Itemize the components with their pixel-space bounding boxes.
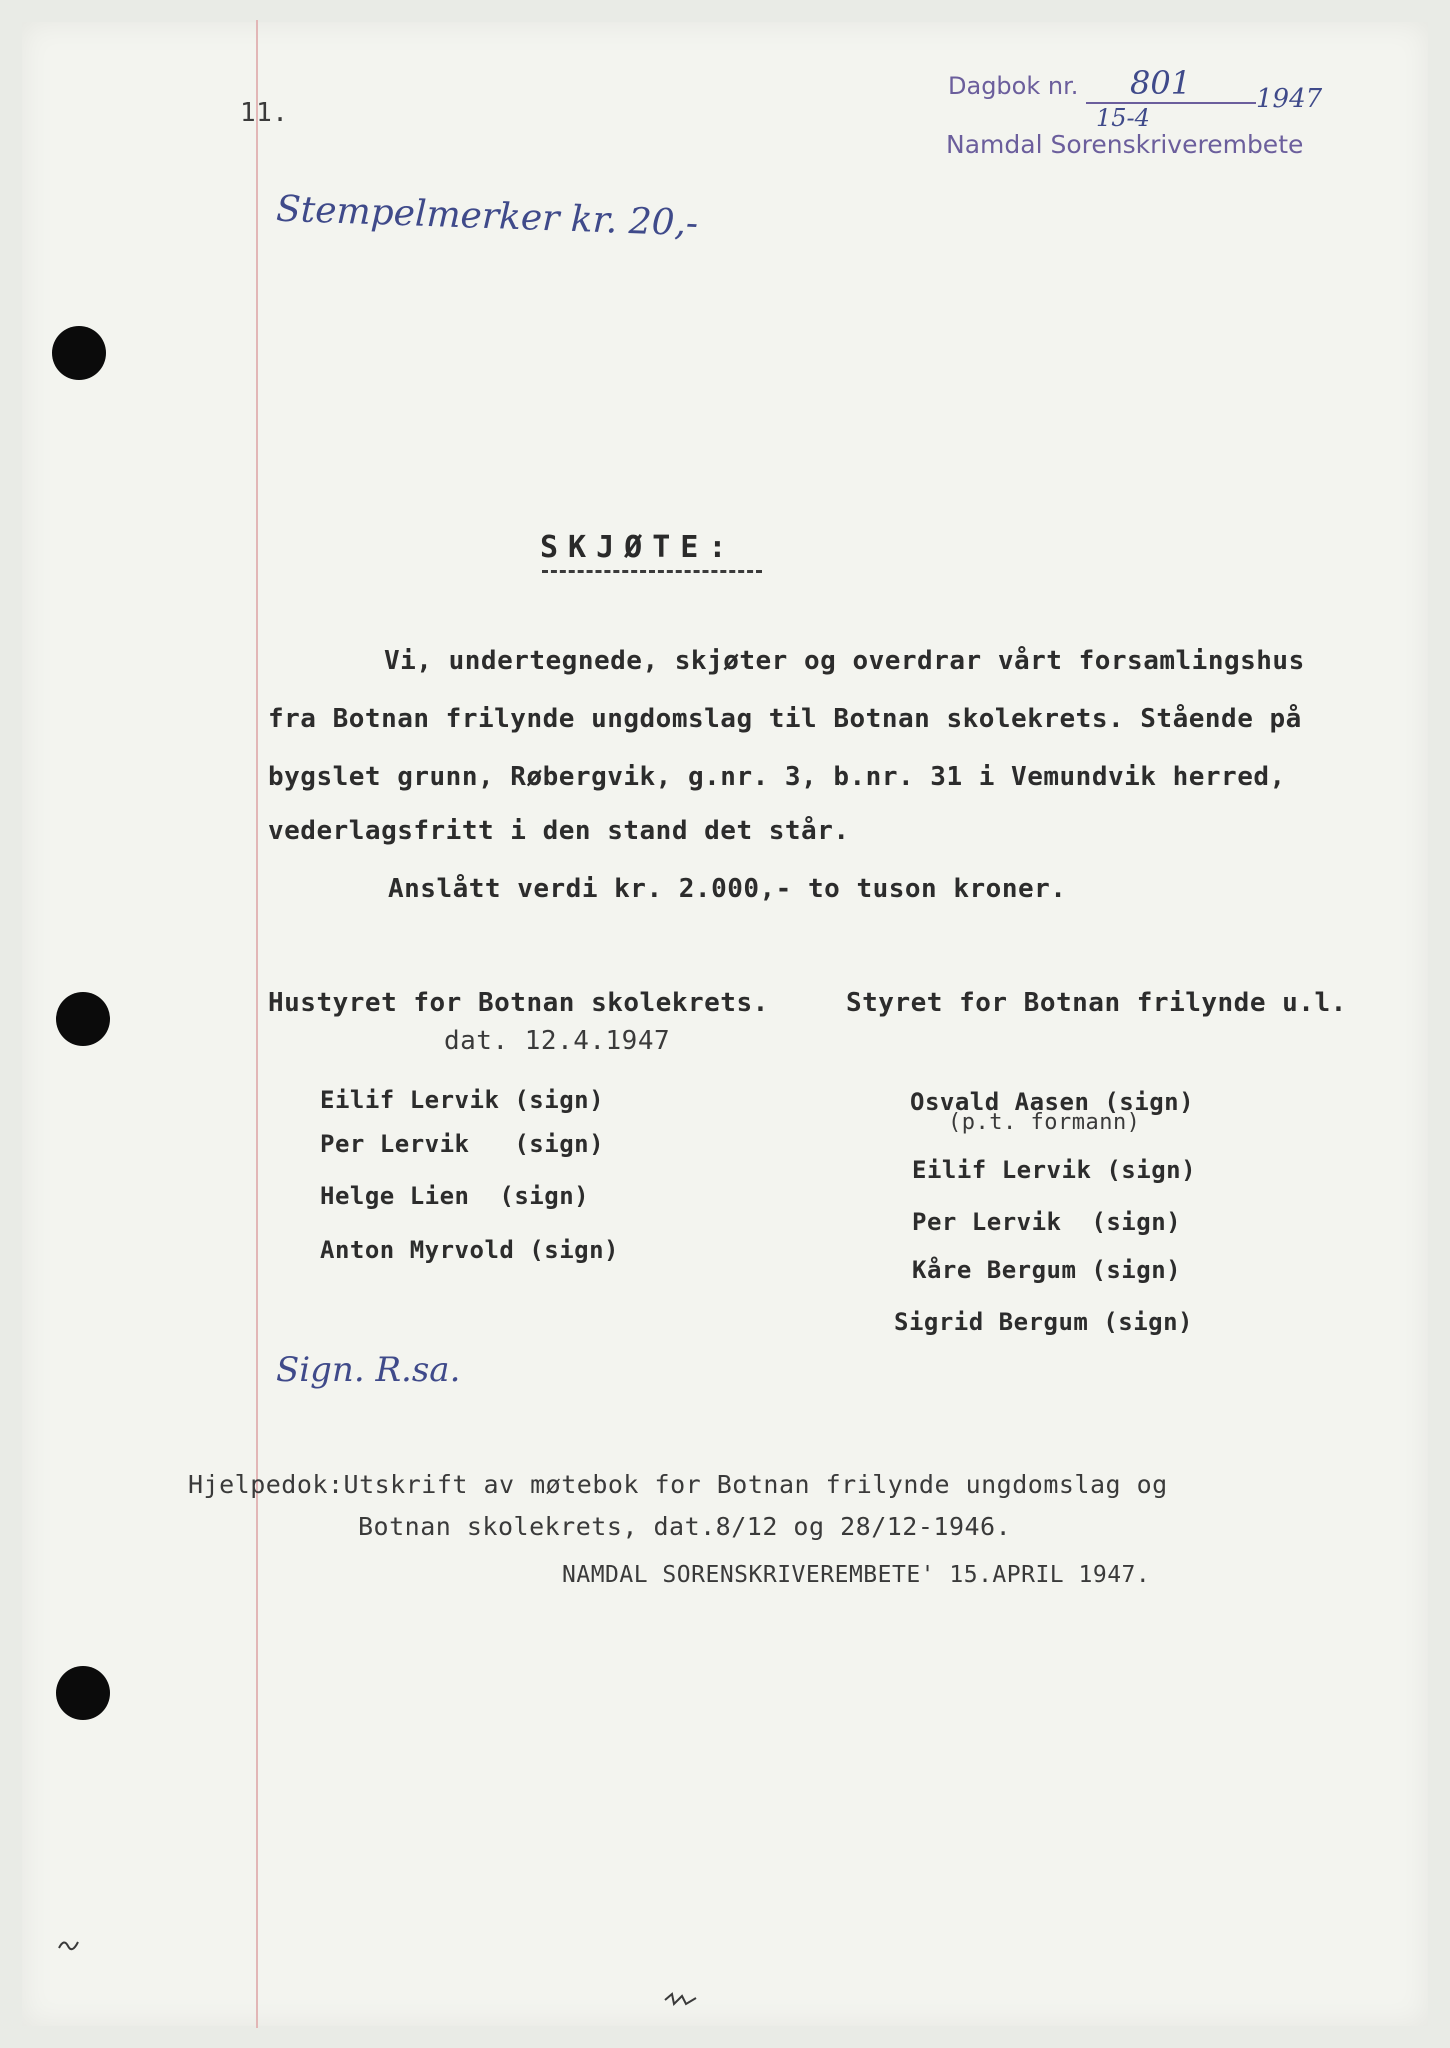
board-left-heading: Hustyret for Botnan skolekrets.: [268, 988, 769, 1018]
stamp-dagbok-label: Dagbok nr.: [948, 72, 1079, 100]
punch-hole-middle: [56, 992, 110, 1046]
document-title: SKJØTE:: [540, 530, 737, 565]
pen-mark-bottom-left: [56, 1934, 86, 1954]
left-signature-1: Eilif Lervik (sign): [320, 1086, 605, 1114]
stamp-date: 15-4: [1096, 104, 1150, 132]
hjelpedok-line-1: Hjelpedok:Utskrift av møtebok for Botnan frilynde ungdomslag og: [188, 1470, 1168, 1499]
punch-hole-bottom: [56, 1666, 110, 1720]
board-right-heading: Styret for Botnan frilynde u.l.: [846, 988, 1347, 1018]
date-line: dat. 12.4.1947: [444, 1026, 671, 1056]
right-signature-1-role: (p.t. formann): [948, 1110, 1141, 1135]
punch-hole-top: [52, 326, 106, 380]
body-line-2: fra Botnan frilynde ungdomslag til Botnan skolekrets. Stående på: [268, 704, 1302, 734]
right-signature-5: Sigrid Bergum (sign): [894, 1308, 1193, 1336]
pen-mark-bottom-center: [662, 1990, 712, 2010]
body-line-4: vederlagsfritt i den stand det står.: [268, 816, 850, 846]
registry-line: NAMDAL SORENSKRIVEREMBETE' 15.APRIL 1947.: [562, 1562, 1151, 1588]
right-signature-3: Per Lervik (sign): [912, 1208, 1182, 1236]
stamp-dagbok-number: 801: [1130, 64, 1192, 102]
body-line-3: bygslet grunn, Røbergvik, g.nr. 3, b.nr. 31 i Vemundvik herred,: [268, 762, 1286, 792]
left-signature-4: Anton Myrvold (sign): [320, 1236, 619, 1264]
left-signature-3: Helge Lien (sign): [320, 1182, 590, 1210]
body-line-1: Vi, undertegnede, skjøter og overdrar vårt forsamlingshus: [384, 646, 1305, 676]
handwritten-note: Sign. R.sa.: [276, 1350, 461, 1390]
document-page: [22, 22, 1428, 2026]
left-signature-2: Per Lervik (sign): [320, 1130, 605, 1158]
handwritten-fee: Stempelmerker kr. 20,-: [275, 188, 699, 245]
right-signature-2: Eilif Lervik (sign): [912, 1156, 1197, 1184]
stamp-office-name: Namdal Sorenskriverembete: [946, 130, 1304, 159]
margin-line: [256, 20, 258, 2028]
page-number: 11.: [240, 98, 289, 128]
right-signature-4: Kåre Bergum (sign): [912, 1256, 1182, 1284]
hjelpedok-line-2: Botnan skolekrets, dat.8/12 og 28/12-1946.: [358, 1512, 1012, 1541]
value-line: Anslått verdi kr. 2.000,- to tuson kroner.: [388, 874, 1067, 904]
stamp-year: 1947: [1256, 84, 1323, 114]
title-underline: [542, 570, 762, 573]
right-signature-1: Osvald Aasen (sign): [910, 1088, 1195, 1116]
